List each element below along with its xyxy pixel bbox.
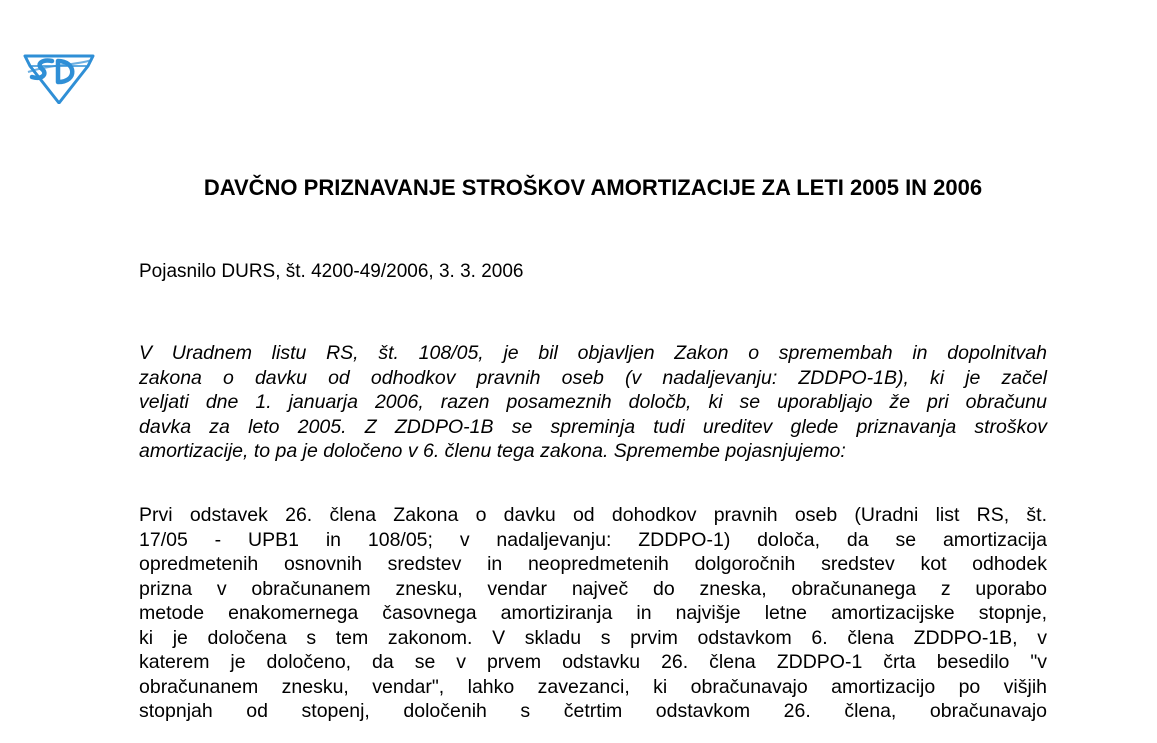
document-source: Pojasnilo DURS, št. 4200-49/2006, 3. 3. 2006 <box>139 261 524 282</box>
paragraph-line: obračunanem znesku, vendar", lahko zavezanci, ki obračunavajo amortizacijo po višjih <box>139 675 1047 698</box>
paragraph-line: katerem je določeno, da se v prvem odstavku 26. člena ZDDPO-1 črta besedilo "v <box>139 651 1047 673</box>
paragraph-line: stopnjah od stopenj, določenih s četrtim odstavkom 26. člena, obračunavajo <box>139 700 1047 722</box>
sd-shield-logo-icon <box>22 50 96 104</box>
paragraph-line: V Uradnem listu RS, št. 108/05, je bil objavljen Zakon o spremembah in dopolnitvah <box>139 342 1047 364</box>
paragraph-line: ki je določena s tem zakonom. V skladu s prvim odstavkom 6. člena ZDDPO-1B, v <box>139 626 1047 649</box>
paragraph-line: zakona o davku od odhodkov pravnih oseb (v nadaljevanju: ZDDPO-1B), ki je začel <box>139 366 1047 389</box>
paragraph-line: opredmetenih osnovnih sredstev in neopredmetenih dolgoročnih sredstev kot odhodek <box>139 553 1047 575</box>
paragraph-line: metode enakomernega časovnega amortiziranja in najvišje letne amortizacijske stopnje, <box>139 602 1047 624</box>
paragraph-line: 17/05 - UPB1 in 108/05; v nadaljevanju: ZDDPO-1) določa, da se amortizacija <box>139 528 1047 551</box>
paragraph-line: prizna v obračunanem znesku, vendar največ do zneska, obračunanega z uporabo <box>139 577 1047 600</box>
paragraph-line: amortizacije, to pa je določeno v 6. členu tega zakona. Spremembe pojasnjujemo: <box>139 440 846 462</box>
intro-paragraph <box>139 341 1047 464</box>
paragraph-line: davka za leto 2005. Z ZDDPO-1B se spreminja tudi ureditev glede priznavanja stroškov <box>139 415 1047 438</box>
document-title: DAVČNO PRIZNAVANJE STROŠKOV AMORTIZACIJE ZA LETI 2005 IN 2006 <box>203 175 983 200</box>
body-paragraph <box>139 503 1047 724</box>
paragraph-line: Prvi odstavek 26. člena Zakona o davku od dohodkov pravnih oseb (Uradni list RS, št. <box>139 504 1047 526</box>
paragraph-line: veljati dne 1. januarja 2006, razen posameznih določb, ki se uporabljajo že pri obračunu <box>139 391 1047 413</box>
